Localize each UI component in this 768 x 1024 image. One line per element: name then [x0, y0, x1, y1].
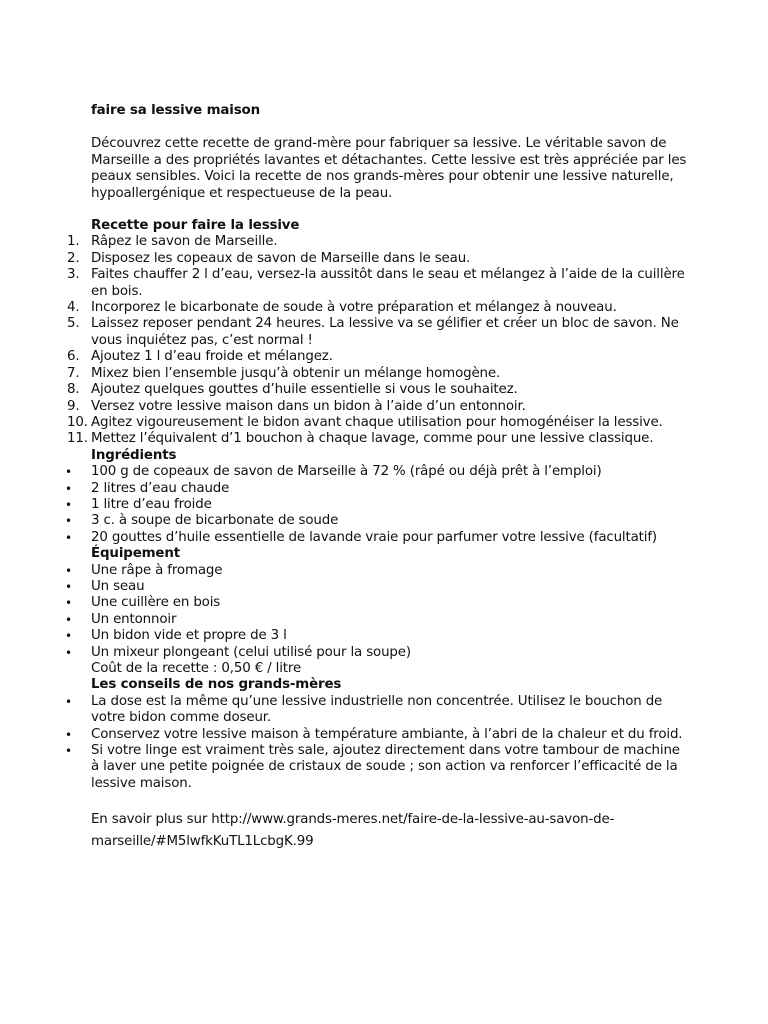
tips-heading: Les conseils de nos grands-mères — [91, 677, 342, 693]
step-number: 8. — [67, 382, 80, 398]
tip-item: • Si votre linge est vraiment très sale, ajoutez directement dans votre tambour de machine à laver une petite poignée de cristaux de soude ; son action va renforcer l’efficacité de la lessive maison. — [91, 743, 691, 792]
step-number: 7. — [67, 365, 80, 381]
step-number: 11. — [67, 431, 88, 447]
bullet-icon — [65, 645, 72, 662]
bullet-icon — [65, 464, 72, 481]
equipment-heading: Équipement — [91, 546, 180, 562]
step-number: 3. — [67, 267, 80, 283]
recipe-step — [67, 234, 691, 250]
bullet-icon — [65, 727, 72, 744]
recipe-step — [67, 365, 691, 382]
ingredients-list — [91, 464, 691, 546]
recipe-step — [67, 300, 691, 316]
source-link-paragraph: En savoir plus sur http://www.grands-meres.net/faire-de-la-lessive-au-savon-de-marseille/#M5lwfkKuTL1LcbgK.99 — [91, 812, 615, 850]
equipment-list — [91, 563, 691, 661]
equipment-item: • Un mixeur plongeant (celui utilisé pour la soupe) — [91, 645, 691, 661]
bullet-icon — [65, 497, 72, 514]
recipe-cost: Coût de la recette : 0,50 € / litre — [91, 661, 302, 676]
document-content — [67, 103, 691, 853]
recipe-steps-list — [67, 234, 691, 447]
step-text: Versez votre lessive maison dans un bidon à l’aide d’un entonnoir. — [91, 398, 526, 414]
step-text: Ajoutez 1 l d’eau froide et mélangez. — [91, 349, 333, 365]
bullet-icon — [65, 481, 72, 498]
recipe-heading: Recette pour faire la lessive — [91, 218, 300, 234]
recipe-step — [67, 267, 691, 300]
tips-list — [91, 694, 691, 792]
bullet-icon — [65, 628, 72, 645]
step-number: 5. — [67, 316, 80, 332]
recipe-step — [67, 431, 691, 447]
bullet-icon — [65, 595, 72, 612]
intro-paragraph: Découvrez cette recette de grand-mère pour fabriquer sa lessive. Le véritable savon de Marseille a des propriétés lavantes et détachantes. Cette lessive est très appréciée par les peaux sensibles. Voici la recette de nos grands-mères pour obtenir une lessive naturelle, hypoallergénique et respectueuse de la peau. — [91, 136, 687, 201]
step-text: Ajoutez quelques gouttes d’huile essentielle si vous le souhaitez. — [91, 382, 518, 398]
step-number: 2. — [67, 250, 80, 266]
step-number: 4. — [67, 300, 80, 316]
ingredient-item: • 20 gouttes d’huile essentielle de lavande vraie pour parfumer votre lessive (facultatif) — [91, 530, 691, 546]
recipe-step — [67, 316, 691, 349]
step-text: Râpez le savon de Marseille. — [91, 234, 278, 250]
recipe-step — [67, 414, 691, 431]
step-number: 9. — [67, 398, 80, 414]
bullet-icon — [65, 530, 72, 547]
bullet-icon — [65, 612, 72, 629]
equipment-item: • Une râpe à fromage — [91, 563, 691, 579]
step-number: 6. — [67, 349, 80, 365]
equipment-item: • Un seau — [91, 579, 691, 595]
bullet-icon — [65, 579, 72, 596]
bullet-icon — [65, 513, 72, 530]
equipment-item: • Un bidon vide et propre de 3 l — [91, 628, 691, 644]
equipment-item: • Une cuillère en bois — [91, 595, 691, 611]
step-number: 10. — [67, 414, 88, 430]
tip-item: • Conservez votre lessive maison à température ambiante, à l’abri de la chaleur et du froid. — [91, 727, 691, 743]
step-text: Mixez bien l’ensemble jusqu’à obtenir un mélange homogène. — [91, 365, 501, 381]
bullet-icon — [65, 743, 72, 760]
recipe-step — [67, 398, 691, 415]
step-text: Faites chauffer 2 l d’eau, versez-la aussitôt dans le seau et mélangez à l’aide de la cuillère en bois. — [91, 267, 685, 299]
recipe-step — [67, 349, 691, 365]
ingredient-item: • 1 litre d’eau froide — [91, 497, 691, 513]
recipe-step — [67, 250, 691, 267]
equipment-item: • Un entonnoir — [91, 612, 691, 628]
ingredient-item: • 3 c. à soupe de bicarbonate de soude — [91, 513, 691, 529]
step-text: Mettez l’équivalent d’1 bouchon à chaque lavage, comme pour une lessive classique. — [91, 431, 654, 447]
step-text: Disposez les copeaux de savon de Marseille dans le seau. — [91, 250, 471, 266]
tip-item: • La dose est la même qu’une lessive industrielle non concentrée. Utilisez le bouchon de votre bidon comme doseur. — [91, 694, 691, 727]
ingredients-heading: Ingrédients — [91, 447, 177, 463]
recipe-step — [67, 382, 691, 398]
step-text: Incorporez le bicarbonate de soude à votre préparation et mélangez à nouveau. — [91, 300, 617, 316]
bullet-icon — [65, 694, 72, 711]
bullet-icon — [65, 563, 72, 580]
document-title: faire sa lessive maison — [91, 103, 260, 118]
ingredient-item: • 2 litres d’eau chaude — [91, 481, 691, 497]
ingredient-item: • 100 g de copeaux de savon de Marseille à 72 % (râpé ou déjà prêt à l’emploi) — [91, 464, 691, 480]
step-text: Laissez reposer pendant 24 heures. La lessive va se gélifier et créer un bloc de savon. Ne vous inquiétez pas, c’est normal ! — [91, 316, 679, 348]
step-number: 1. — [67, 234, 80, 250]
step-text: Agitez vigoureusement le bidon avant chaque utilisation pour homogénéiser la lessive. — [91, 414, 663, 430]
